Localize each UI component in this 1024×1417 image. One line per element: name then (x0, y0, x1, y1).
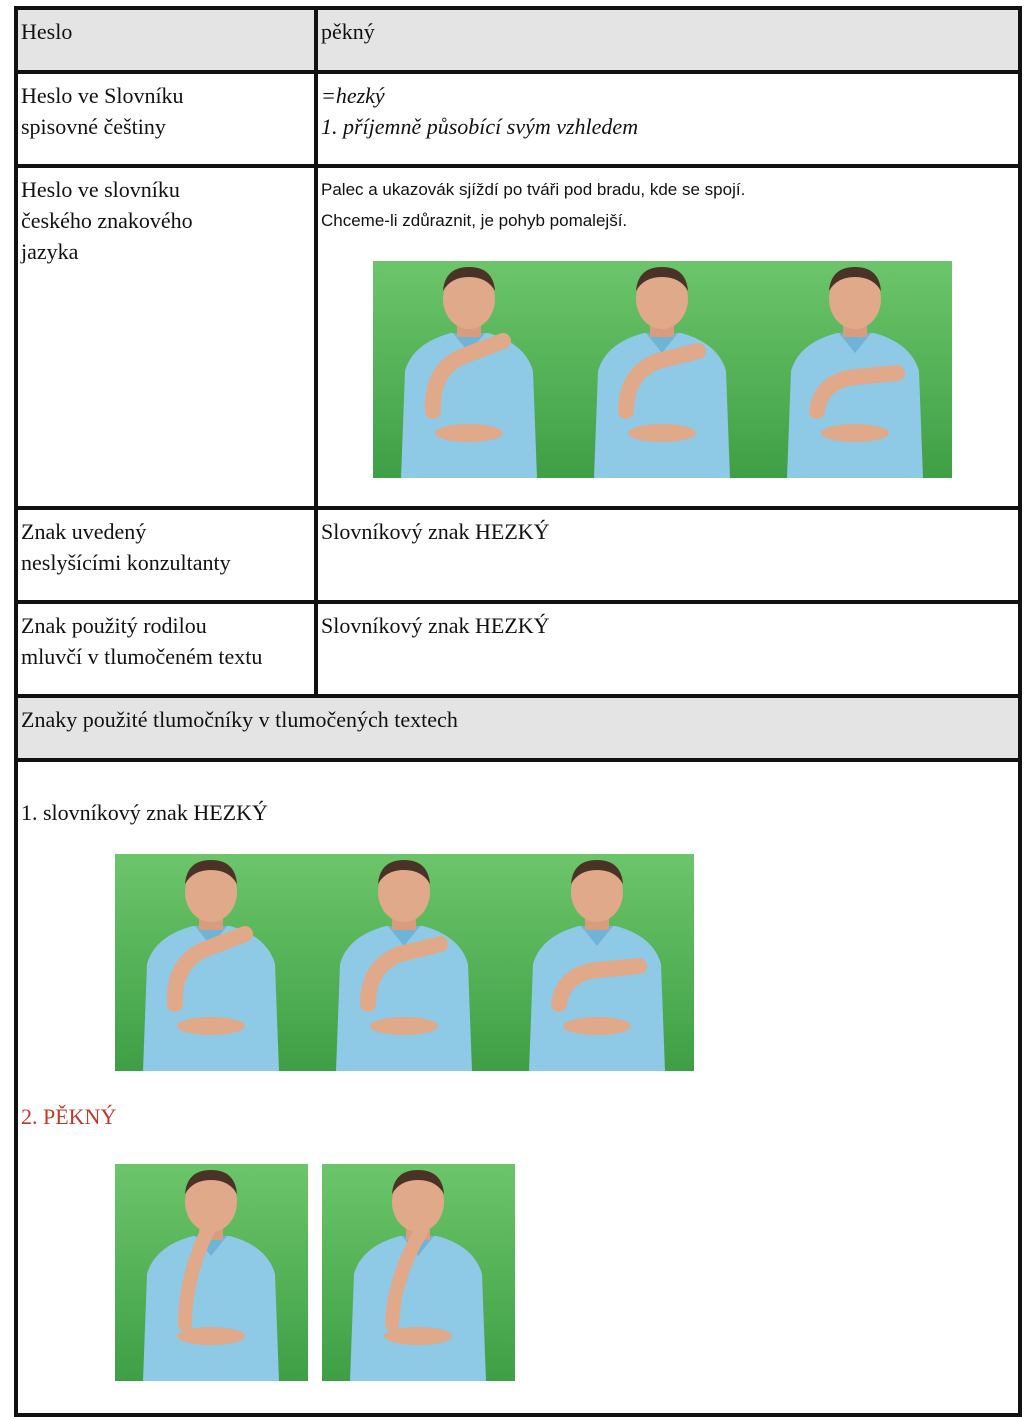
variant-1-photos (115, 854, 709, 1071)
headword-value: pěkný (316, 8, 1020, 72)
ssc-value (316, 72, 1020, 166)
sign-photo-frame (115, 854, 308, 1071)
consultants-value: Slovníkový znak HEZKÝ (316, 508, 1020, 602)
interpreters-label: Znaky použité tlumočníky v tlumočených textech (16, 696, 1020, 760)
interpreters-value (16, 760, 1020, 1415)
dictionary-entry (14, 6, 1022, 1411)
sign-photo-frame (373, 261, 566, 478)
ssc-label-line: Heslo ve Slovníku (21, 83, 184, 108)
variant-2-label: 2. PĚKNÝ (21, 1104, 117, 1129)
czj-label-line: jazyka (21, 239, 79, 264)
sign-photo-frame (501, 854, 694, 1071)
headword-label: Heslo (16, 8, 316, 72)
czj-label (16, 166, 316, 508)
ssc-synonym: =hezký (321, 83, 385, 108)
entry-table (14, 6, 1022, 1417)
sign-photo-frame (308, 854, 501, 1071)
variant-1-label: 1. slovníkový znak HEZKÝ (21, 800, 268, 825)
ssc-label-line: spisovné češtiny (21, 114, 166, 139)
czj-value (316, 166, 1020, 508)
czj-label-line: českého znakového (21, 208, 193, 233)
ssc-label (16, 72, 316, 166)
variant-2-photos (115, 1164, 530, 1392)
native-value: Slovníkový znak HEZKÝ (316, 602, 1020, 696)
native-label-line: mluvčí v tlumočeném textu (21, 644, 263, 669)
sign-photo-frame (322, 1164, 529, 1392)
consultants-label (16, 508, 316, 602)
consultants-label-line: neslyšícími konzultanty (21, 550, 231, 575)
sign-photo-frame (566, 261, 759, 478)
sign-photo-frame (759, 261, 952, 478)
czj-description: Chceme-li zdůraznit, je pohyb pomalejší. (321, 211, 628, 230)
native-label-line: Znak použitý rodilou (21, 613, 207, 638)
consultants-label-line: Znak uvedený (21, 519, 147, 544)
ssc-definition: 1. příjemně působící svým vzhledem (321, 114, 639, 139)
czj-sign-photos (373, 261, 967, 478)
czj-description: Palec a ukazovák sjíždí po tváři pod bradu, kde se spojí. (321, 180, 746, 199)
sign-photo-frame (115, 1164, 322, 1392)
native-label (16, 602, 316, 696)
czj-label-line: Heslo ve slovníku (21, 177, 180, 202)
